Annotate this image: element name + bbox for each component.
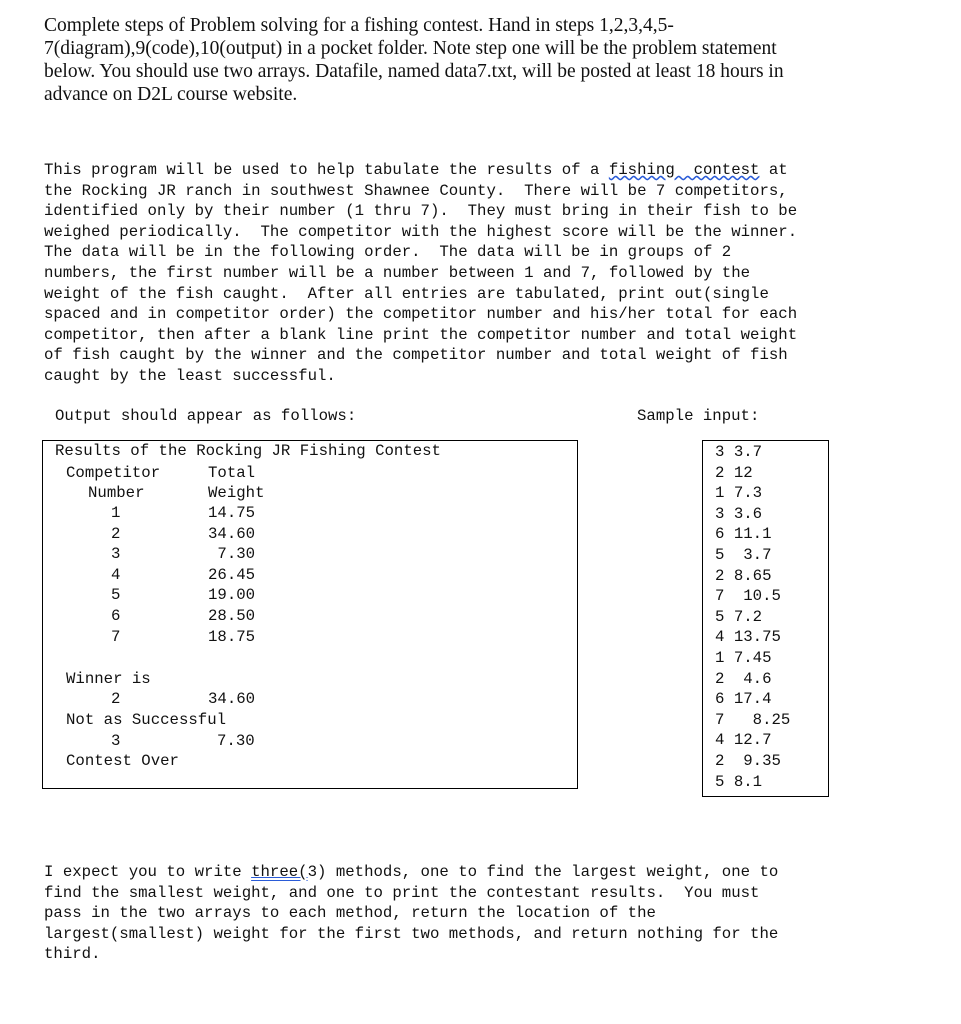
competitor-total-weight: 34.60 — [208, 524, 256, 543]
statement-line: The data will be in the following order. The data will be in groups of 2 — [44, 243, 732, 262]
sample-input-line: 2 8.65 — [715, 566, 772, 585]
instructions-line: Complete steps of Problem solving for a fishing contest. Hand in steps 1,2,3,4,5- — [44, 15, 674, 36]
competitor-column-header: Competitor — [66, 464, 161, 482]
competitor-total-weight: 18.75 — [208, 627, 256, 646]
sample-input-box — [702, 440, 829, 797]
winner-weight: 34.60 — [208, 690, 256, 708]
competitor-total-weight: 14.75 — [208, 504, 256, 522]
sample-input-line: 5 7.2 — [715, 607, 763, 626]
sample-input-line: 1 7.45 — [715, 649, 772, 667]
requirements-line — [44, 862, 944, 883]
statement-line: identified only by their number (1 thru 7). They must bring in their fish to be — [44, 202, 798, 221]
statement-line: numbers, the first number will be a number between 1 and 7, followed by the — [44, 263, 751, 282]
grammar-flagged-word: three( — [251, 863, 308, 881]
requirements-line: pass in the two arrays to each method, return the location of the — [44, 904, 656, 923]
competitor-number: 7 — [111, 627, 121, 646]
sample-input-line: 6 17.4 — [715, 690, 772, 709]
least-successful-weight: 7.30 — [217, 732, 255, 750]
assignment-instructions — [44, 14, 924, 106]
statement-line: of fish caught by the winner and the competitor number and total weight of fish — [44, 346, 788, 365]
requirements-text: I expect you to write — [44, 863, 252, 881]
sample-input-line: 7 8.25 — [715, 710, 791, 729]
problem-statement — [44, 160, 944, 387]
sample-input-line: 2 4.6 — [715, 669, 772, 688]
competitor-number: 6 — [111, 607, 121, 625]
requirements-line: largest(smallest) weight for the first two methods, and return nothing for the — [44, 924, 779, 943]
requirements-line: third. — [44, 945, 101, 964]
sample-input-line: 3 3.7 — [715, 443, 763, 461]
competitor-number: 5 — [111, 586, 121, 605]
total-column-header: Total — [208, 464, 256, 482]
sample-input-line: 2 9.35 — [715, 752, 781, 770]
statement-line: the Rocking JR ranch in southwest Shawnee County. There will be 7 competitors, — [44, 181, 788, 200]
competitor-number: 4 — [111, 565, 121, 584]
expected-output-box — [42, 440, 578, 789]
sample-input-line: 4 13.75 — [715, 628, 781, 647]
sample-input-line: 5 3.7 — [715, 546, 772, 564]
output-heading: Output should appear as follows: — [55, 407, 357, 425]
statement-line: weight of the fish caught. After all entries are tabulated, print out(single — [44, 284, 769, 303]
competitor-number: 2 — [111, 524, 121, 543]
instructions-line: below. You should use two arrays. Datafile, named data7.txt, will be posted at least 18 hours in — [44, 61, 784, 82]
competitor-number: 1 — [111, 504, 121, 522]
statement-line: weighed periodically. The competitor with the highest score will be the winner. — [44, 222, 798, 241]
number-column-header: Number — [88, 484, 145, 502]
sample-input-line: 5 8.1 — [715, 772, 763, 791]
competitor-total-weight: 19.00 — [208, 586, 256, 605]
sample-input-line: 2 12 — [715, 463, 753, 482]
winner-label: Winner is — [66, 670, 151, 688]
sample-input-line: 6 11.1 — [715, 525, 772, 544]
competitor-number: 3 — [111, 545, 121, 564]
sample-input-line: 7 10.5 — [715, 587, 781, 606]
requirements-line: find the smallest weight, and one to print the contestant results. You must — [44, 883, 760, 902]
method-requirements — [44, 862, 944, 965]
sample-input-heading: Sample input: — [637, 407, 760, 425]
least-successful-number: 3 — [111, 732, 121, 750]
statement-line: spaced and in competitor order) the competitor number and his/her total for each — [44, 305, 798, 324]
statement-line: competitor, then after a blank line print the competitor number and total weight — [44, 325, 798, 344]
winner-number: 2 — [111, 690, 121, 708]
competitor-total-weight: 7.30 — [208, 545, 256, 564]
spellcheck-flagged-word: fishing contest — [608, 161, 760, 179]
sample-input-line: 3 3.6 — [715, 504, 763, 523]
statement-line: caught by the least successful. — [44, 366, 336, 385]
weight-column-header: Weight — [208, 484, 265, 502]
competitor-total-weight: 28.50 — [208, 607, 256, 625]
requirements-text: 3) methods, one to find the largest weight, one to — [307, 863, 779, 881]
competitor-total-weight: 26.45 — [208, 565, 256, 584]
least-successful-label: Not as Successful — [66, 711, 227, 729]
instructions-line: 7(diagram),9(code),10(output) in a pocket folder. Note step one will be the problem statement — [44, 38, 777, 59]
statement-text: This program will be used to help tabulate the results of a — [44, 161, 609, 179]
statement-line — [44, 160, 944, 181]
sample-input-line: 4 12.7 — [715, 731, 772, 750]
contest-over-text: Contest Over — [66, 752, 179, 770]
output-title: Results of the Rocking JR Fishing Contest — [55, 442, 441, 460]
sample-input-line: 1 7.3 — [715, 484, 763, 503]
instructions-line: advance on D2L course website. — [44, 84, 298, 105]
statement-text: at — [759, 161, 788, 179]
